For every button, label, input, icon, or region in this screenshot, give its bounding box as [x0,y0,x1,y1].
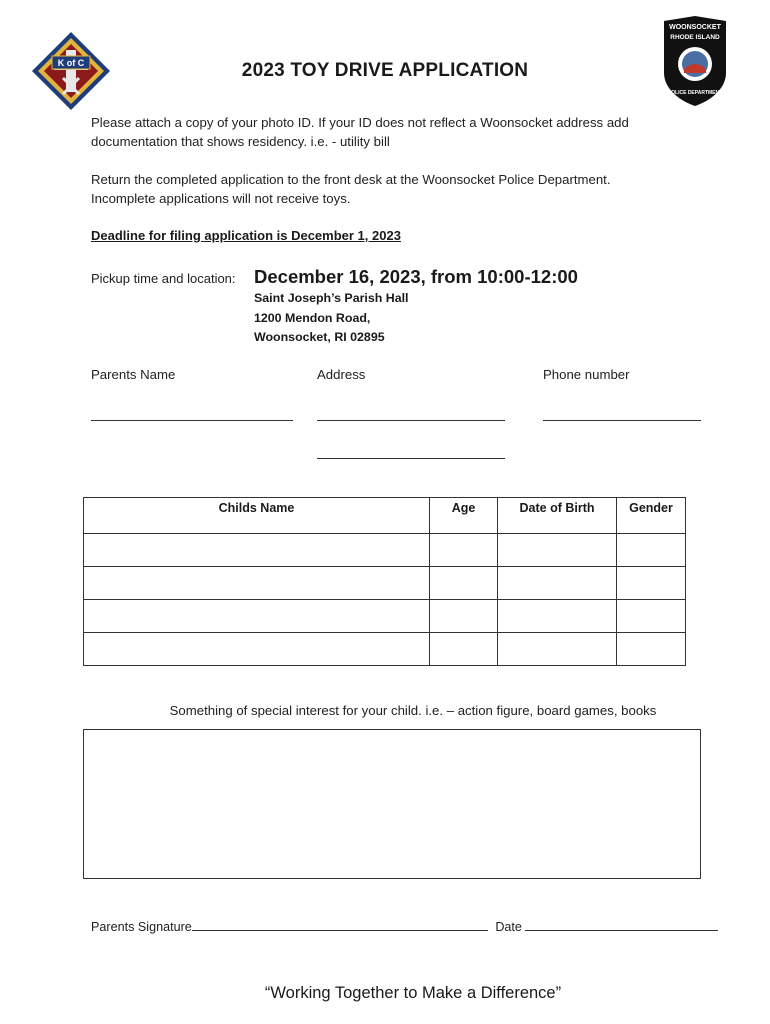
footer-slogan: “Working Together to Make a Difference” [264,984,562,1002]
gender-cell[interactable] [617,534,686,567]
table-row [84,534,686,567]
photo-id-instructions [91,113,629,151]
table-row [84,633,686,666]
parents-name-label: Parents Name [91,367,176,382]
dob-cell[interactable] [498,633,617,666]
phone-label: Phone number [543,367,630,382]
gender-cell[interactable] [617,567,686,600]
pickup-label: Pickup time and location: [91,271,236,286]
date-label: Date [495,920,522,934]
pickup-venue: Saint Joseph’s Parish Hall [254,291,409,305]
age-cell[interactable] [430,534,498,567]
phone-field[interactable] [543,420,701,421]
instruction-line: Please attach a copy of your photo ID. If your ID does not reflect a Woonsocket address add [91,115,629,130]
deadline-notice: Deadline for filing application is December 1, 2023 [91,228,401,243]
address-field-line-2[interactable] [317,458,505,459]
date-field[interactable] [525,919,718,931]
special-interest-label: Something of special interest for your child. i.e. – action figure, board games, books [169,703,657,718]
return-instructions [91,170,611,208]
age-cell[interactable] [430,600,498,633]
svg-text:POLICE DEPARTMENT: POLICE DEPARTMENT [667,90,723,96]
special-interest-field[interactable] [83,729,701,879]
column-header: Childs Name [84,498,430,534]
instruction-line: documentation that shows residency. i.e. - utility bill [91,134,390,149]
pickup-date: December 16, 2023, from 10:00-12:00 [254,266,578,287]
children-table [83,497,686,666]
child-name-cell[interactable] [84,567,430,600]
address-field-line-1[interactable] [317,420,505,421]
svg-text:WOONSOCKET: WOONSOCKET [669,24,721,31]
signature-field[interactable] [192,919,488,931]
svg-text:K of C: K of C [57,58,85,68]
table-header-row [84,498,686,534]
signature-label: Parents Signature [91,920,192,934]
table-row [84,567,686,600]
dob-cell[interactable] [498,534,617,567]
instruction-line: Incomplete applications will not receive toys. [91,191,351,206]
svg-text:RHODE ISLAND: RHODE ISLAND [670,34,720,41]
pickup-city: Woonsocket, RI 02895 [254,330,385,344]
page-title: 2023 TOY DRIVE APPLICATION [241,60,529,81]
age-cell[interactable] [430,567,498,600]
pickup-street: 1200 Mendon Road, [254,311,371,325]
gender-cell[interactable] [617,600,686,633]
gender-cell[interactable] [617,633,686,666]
signature-row [91,919,718,934]
instruction-line: Return the completed application to the front desk at the Woonsocket Police Department. [91,172,611,187]
address-label: Address [317,367,366,382]
child-name-cell[interactable] [84,534,430,567]
column-header: Age [430,498,498,534]
column-header: Date of Birth [498,498,617,534]
column-header: Gender [617,498,686,534]
child-name-cell[interactable] [84,600,430,633]
table-row [84,600,686,633]
age-cell[interactable] [430,633,498,666]
dob-cell[interactable] [498,567,617,600]
dob-cell[interactable] [498,600,617,633]
child-name-cell[interactable] [84,633,430,666]
parents-name-field[interactable] [91,420,293,421]
